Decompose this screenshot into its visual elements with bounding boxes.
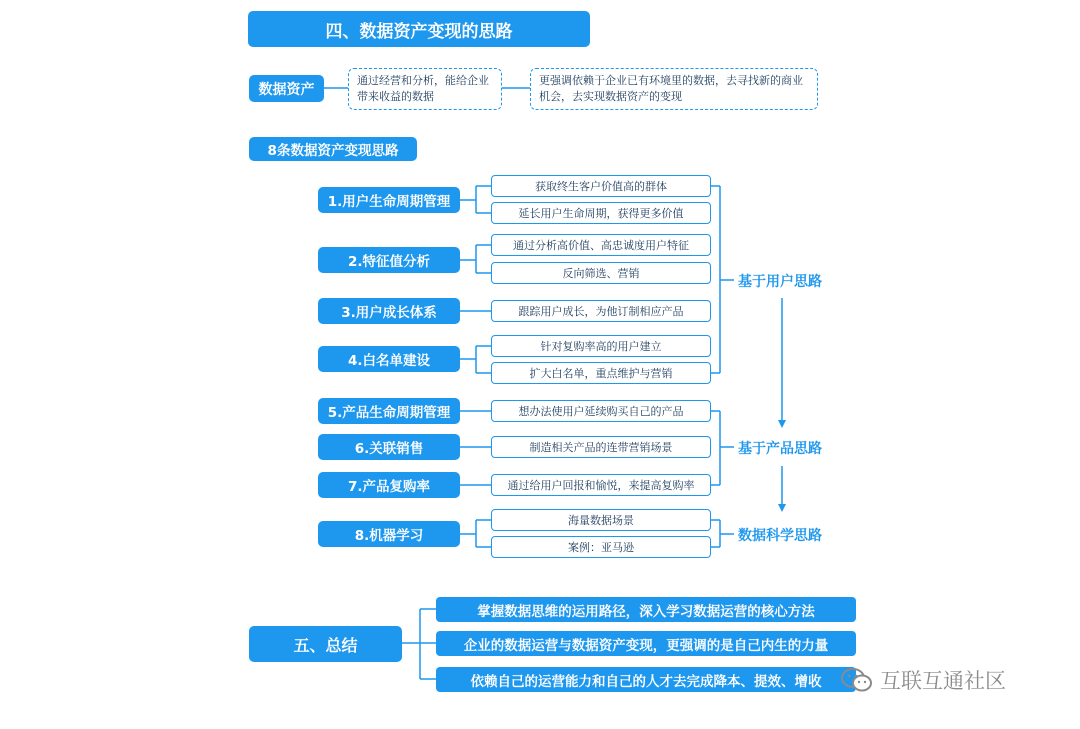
path-item-3-sub-1: 跟踪用户成长，为他订制相应产品 (491, 300, 711, 322)
path-item-8-sub-1: 海量数据场景 (491, 509, 711, 531)
path-item-8-sub-2: 案例：亚马逊 (491, 536, 711, 558)
path-item-7-sub-1: 通过给用户回报和愉悦，来提高复购率 (491, 474, 711, 496)
path-item-5-sub-1: 想办法使用户延续购买自己的产品 (491, 400, 711, 422)
summary-point-2: 企业的数据运营与数据资产变现，更强调的是自己内生的力量 (436, 631, 856, 656)
watermark (840, 665, 1006, 695)
group-science-label: 数据科学思路 (738, 528, 822, 544)
group-product-label: 基于产品思路 (738, 441, 822, 457)
path-item-2-sub-1: 通过分析高价值、高忠诚度用户特征 (491, 234, 711, 256)
asset-definition-text: 通过经营和分析，能给企业带来收益的数据 (357, 74, 489, 103)
path-item-6-sub-1: 制造相关产品的连带营销场景 (491, 436, 711, 458)
asset-emphasis-text: 更强调依赖于企业已有环境里的数据，去寻找新的商业机会，去实现数据资产的变现 (539, 74, 803, 103)
path-item-1-sub-1: 获取终生客户价值高的群体 (491, 175, 711, 197)
watermark-text: 互联互通社区 (880, 669, 1006, 693)
path-item-7: 7.产品复购率 (318, 472, 460, 498)
summary-title: 五、总结 (249, 626, 402, 662)
path-item-8: 8.机器学习 (318, 521, 460, 547)
path-item-5: 5.产品生命周期管理 (318, 398, 460, 424)
path-item-6: 6.关联销售 (318, 434, 460, 460)
asset-emphasis-box (530, 68, 818, 110)
asset-definition-box (348, 68, 502, 110)
path-item-2: 2.特征值分析 (318, 247, 460, 273)
wechat-icon (840, 667, 874, 693)
path-item-1: 1.用户生命周期管理 (318, 187, 460, 213)
path-item-4-sub-2: 扩大白名单，重点维护与营销 (491, 362, 711, 384)
path-item-1-sub-2: 延长用户生命周期，获得更多价值 (491, 202, 711, 224)
path-item-4: 4.白名单建设 (318, 346, 460, 372)
path-item-2-sub-2: 反向筛选、营销 (491, 262, 711, 284)
asset-label: 数据资产 (249, 75, 324, 102)
group-user-label: 基于用户思路 (738, 274, 822, 290)
section-title: 四、数据资产变现的思路 (248, 11, 590, 47)
paths-title: 8条数据资产变现思路 (249, 137, 417, 161)
path-item-4-sub-1: 针对复购率高的用户建立 (491, 335, 711, 357)
summary-point-3: 依赖自己的运营能力和自己的人才去完成降本、提效、增收 (436, 667, 856, 692)
path-item-3: 3.用户成长体系 (318, 298, 460, 324)
summary-point-1: 掌握数据思维的运用路径，深入学习数据运营的核心方法 (436, 597, 856, 622)
